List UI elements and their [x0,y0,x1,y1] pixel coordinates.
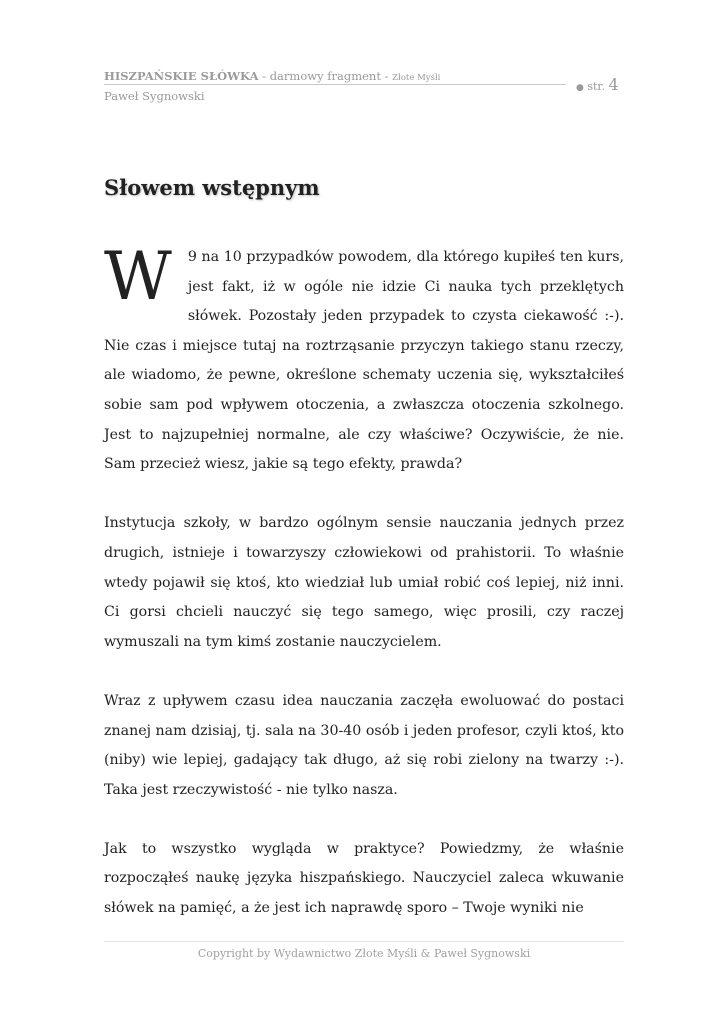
running-header [104,69,440,83]
paragraph-4: Jak to wszystko wygląda w praktyce? Powiedzmy, że właśnie rozpocząłeś naukę języka hiszpańskiego. Nauczyciel zaleca wkuwanie słówek na pamięć, a że jest ich naprawdę sporo – Twoje wyniki nie [104,840,624,917]
page-number-indicator [576,75,619,94]
paragraph-1-text: 9 na 10 przypadków powodem, dla którego kupiłeś ten kurs, jest fakt, iż w ogóle nie idzie Ci nauka tych przeklętych słówek. Pozostały jeden przypadek to czysta ciekawość :-). Nie czas i miejsce tutaj na roztrząsanie przyczyn takiego stanu rzeczy, ale wiadomo, że pewne, określone schematy uczenia się, wykształciłeś sobie sam pod wpływem otoczenia, a zwłaszcza otoczenia szkolnego. Jest to najzupełniej normalne, ale czy właściwe? Oczywiście, że nie. Sam przecież wiesz, jakie są tego efekty, prawda? [104,249,624,473]
author-name: Paweł Sygnowski [104,89,205,103]
body-text [104,238,624,953]
publisher-name: Złote Myśli [392,73,441,83]
section-heading: Słowem wstępnym [104,175,320,200]
bullet-icon: ● [576,83,584,93]
copyright-footer: Copyright by Wydawnictwo Złote Myśli & Paweł Sygnowski [197,947,531,960]
page-number: 4 [608,75,619,94]
drop-cap: W [104,238,172,315]
header-separator: - darmowy fragment - [258,69,393,83]
footer-divider [104,941,624,942]
paragraph-1 [104,238,624,480]
page-label: str. [583,80,609,93]
paragraph-3: Wraz z upływem czasu idea nauczania zaczęła ewoluować do postaci znanej nam dzisiaj, tj. sala na 30-40 osób i jeden profesor, czyli ktoś, kto (niby) wie lepiej, gadający tak długo, aż się robi zielony na twarzy :-). Taka jest rzeczywistość - nie tylko nasza. [104,692,624,798]
paragraph-2: Instytucja szkoły, w bardzo ogólnym sensie nauczania jednych przez drugich, istnieje i towarzyszy człowiekowi od prahistorii. To właśnie wtedy pojawił się ktoś, kto wiedział lub umiał robić coś lepiej, niż inni. Ci gorsi chcieli nauczyć się tego samego, więc prosili, czy raczej wymuszali na tym kimś zostanie nauczycielem. [104,515,624,650]
book-title: HISZPAŃSKIE SŁÓWKA [104,69,259,83]
header-divider [104,84,566,85]
